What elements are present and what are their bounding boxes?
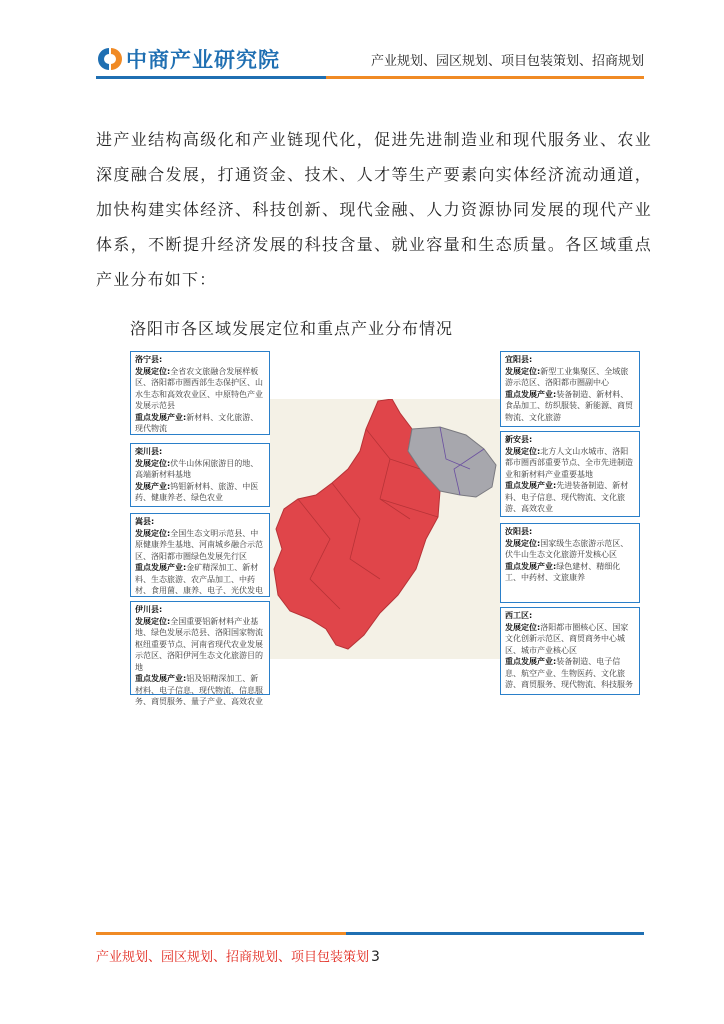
panel-luoning: 洛宁县: 发展定位:全省农文旅融合发展样板区、洛阳都市圈西部生态保护区、山水生态和高效农业区、中原特色产业发展示范县 重点发展产业:新材料、文化旅游、现代物流 xyxy=(130,351,270,435)
figure-caption: 洛阳市各区域发展定位和重点产业分布情况 xyxy=(130,319,454,338)
luoyang-map xyxy=(270,399,500,659)
district-map-figure xyxy=(130,347,640,706)
footer-divider-blue xyxy=(346,932,644,935)
header-divider-blue xyxy=(96,76,326,79)
header-tagline: 产业规划、园区规划、项目包装策划、招商规划 xyxy=(370,54,644,69)
panel-xigong: 西工区: 发展定位:洛阳都市圈核心区、国家文化创新示范区、商贸商务中心城区、城市产业核心区 重点发展产业:装备制造、电子信息、航空产业、生物医药、文化旅游、商贸服务、现代物流、科技服务 xyxy=(500,607,640,695)
header-divider-orange xyxy=(326,76,644,79)
footer xyxy=(96,946,380,965)
panel-yiyang: 宜阳县: 发展定位:新型工业集聚区、全域旅游示范区、洛阳都市圈副中心 重点发展产业:装备制造、新材料、食品加工、纺织服装、新能源、商贸物流、文化旅游 xyxy=(500,351,640,427)
logo-text: 中商产业研究院 xyxy=(126,48,280,72)
footer-divider-orange xyxy=(96,932,346,935)
logo-mark-icon xyxy=(96,46,122,72)
panel-yichuan: 伊川县: 发展定位:全国重要铝新材料产业基地、绿色发展示范县、洛阳国家物流枢纽重要节点、河南省现代农业发展示范区、洛阳伊河生态文化旅游目的地 重点发展产业:铝及铝精深加工、新材料、电子信息、现代物流、信息服务、商贸服务、量子产业、高效农业 xyxy=(130,601,270,695)
footer-tagline: 产业规划、园区规划、招商规划、项目包装策划 xyxy=(96,950,370,965)
body-paragraph: 进产业结构高级化和产业链现代化，促进先进制造业和现代服务业、农业深度融合发展，打通资金、技术、人才等生产要素向实体经济流动通道，加快构建实体经济、科技创新、现代金融、人力资源协同发展的现代产业体系，不断提升经济发展的科技含量、就业容量和生态质量。各区域重点产业分布如下： xyxy=(96,130,652,289)
panel-xinan: 新安县: 发展定位:北方人文山水城市、洛阳都市圈西部重要节点、全市先进制造业和新材料产业重要基地 重点发展产业:先进装备制造、新材料、电子信息、现代物流、文化旅游、高效农业 xyxy=(500,431,640,517)
company-logo xyxy=(96,44,280,74)
panel-ruyang: 汝阳县: 发展定位:国家级生态旅游示范区、伏牛山生态文化旅游开发核心区 重点发展产业:绿色建材、精细化工、中药材、文旅康养 xyxy=(500,523,640,603)
panel-songxian: 嵩县: 发展定位:全国生态文明示范县、中原健康养生基地、河南城乡融合示范区、洛阳都市圈绿色发展先行区 重点发展产业:金矿精深加工、新材料、生态旅游、农产品加工、中药材、食用菌、康养、电子、光伏发电 xyxy=(130,513,270,597)
page-number: 3 xyxy=(371,949,380,965)
panel-luanchuan: 栾川县: 发展定位:伏牛山休闲旅游目的地、高端新材料基地 发展产业:钨钼新材料、旅游、中医药、健康养老、绿色农业 xyxy=(130,443,270,507)
